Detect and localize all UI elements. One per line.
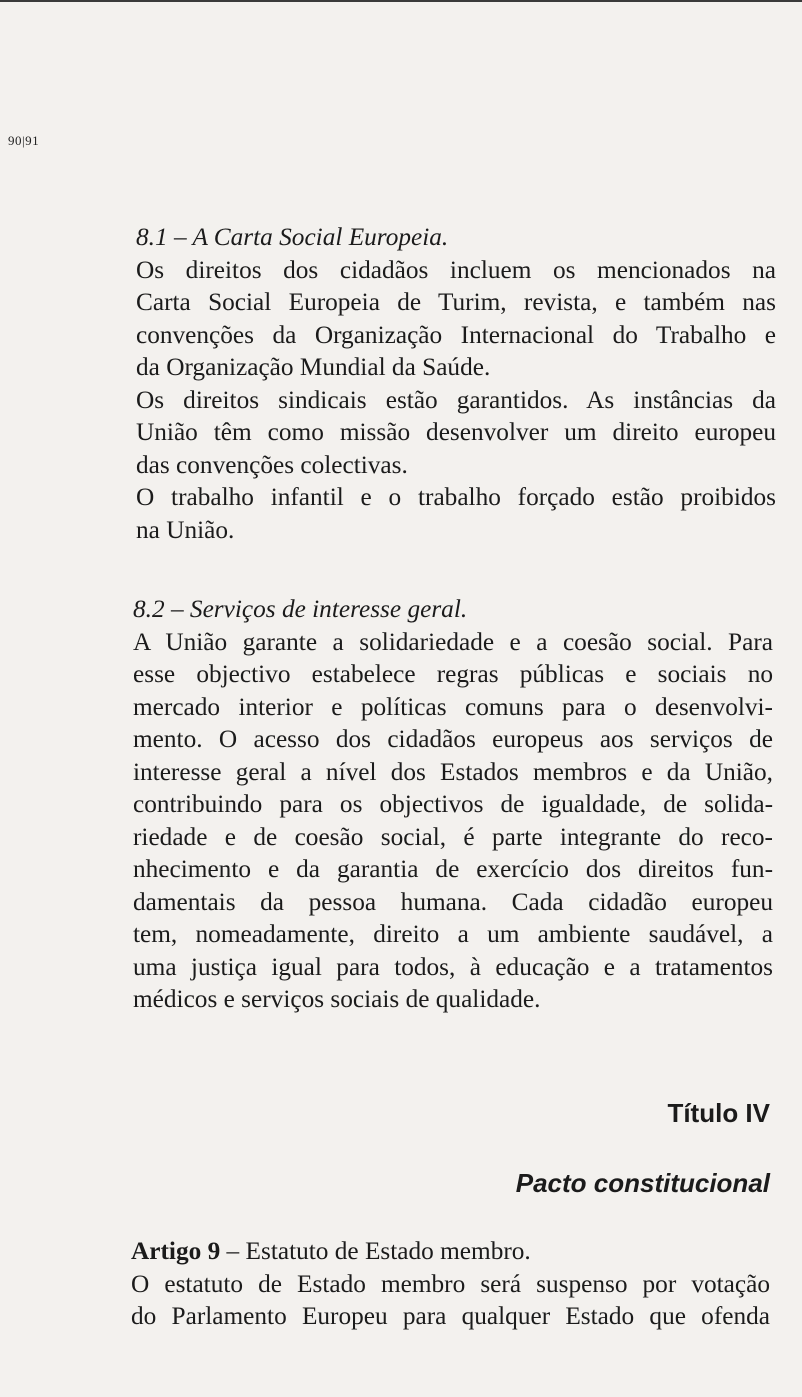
- paragraph-line: nhecimento e da garantia de exercício dos direitos fun-: [133, 855, 773, 883]
- paragraph-line: do Parlamento Europeu para qualquer Estado que ofenda: [131, 1302, 770, 1330]
- section-heading: 8.2 – Serviços de interesse geral.: [133, 595, 468, 623]
- paragraph-line: contribuindo para os objectivos de igualdade, de solida-: [133, 790, 773, 818]
- paragraph-line: Carta Social Europeia de Turim, revista, e também nas: [136, 288, 776, 316]
- section-8-1: [136, 221, 776, 546]
- page-number: 90|91: [8, 133, 40, 148]
- article-title: – Estatuto de Estado membro.: [220, 1237, 531, 1265]
- paragraph-line: médicos e serviços sociais de qualidade.: [133, 985, 541, 1013]
- paragraph-line: riedade e de coesão social, é parte integrante do reco-: [133, 822, 773, 851]
- article-heading: [131, 1235, 770, 1268]
- paragraph-line: convenções da Organização Internacional do Trabalho e: [136, 320, 776, 349]
- paragraph-line: Os direitos dos cidadãos incluem os mencionados na: [136, 255, 776, 284]
- paragraph-line: O trabalho infantil e o trabalho forçado estão proibidos: [136, 483, 776, 511]
- paragraph-line: interesse geral a nível dos Estados membros e da União,: [133, 757, 773, 786]
- top-border: [0, 0, 802, 2]
- paragraph-line: da Organização Mundial da Saúde.: [136, 353, 491, 381]
- section-heading: 8.1 – A Carta Social Europeia.: [136, 223, 449, 251]
- paragraph-line: União têm como missão desenvolver um direito europeu: [136, 418, 776, 446]
- section-8-2: [133, 593, 773, 1016]
- paragraph-line: uma justiça igual para todos, à educação e a tratamentos: [133, 952, 773, 981]
- paragraph-line: mercado interior e políticas comuns para o desenvolvi-: [133, 692, 773, 721]
- paragraph-line: na União.: [136, 515, 235, 544]
- paragraph-line: Os direitos sindicais estão garantidos. As instâncias da: [136, 385, 776, 414]
- paragraph-line: esse objectivo estabelece regras públicas e sociais no: [133, 660, 773, 688]
- title-name: Pacto constitucional: [515, 1168, 770, 1198]
- paragraph-line: O estatuto de Estado membro será suspenso por votação: [131, 1269, 770, 1298]
- paragraph-line: A União garante a solidariedade e a coesão social. Para: [133, 627, 773, 656]
- article-9: [131, 1235, 770, 1333]
- paragraph-line: das convenções colectivas.: [136, 450, 408, 479]
- title-number: Título IV: [667, 1098, 770, 1128]
- article-label: Artigo 9: [131, 1237, 221, 1265]
- paragraph-line: mento. O acesso dos cidadãos europeus aos serviços de: [133, 725, 773, 753]
- paragraph-line: tem, nomeadamente, direito a um ambiente saudável, a: [133, 920, 773, 948]
- paragraph-line: damentais da pessoa humana. Cada cidadão europeu: [133, 887, 773, 916]
